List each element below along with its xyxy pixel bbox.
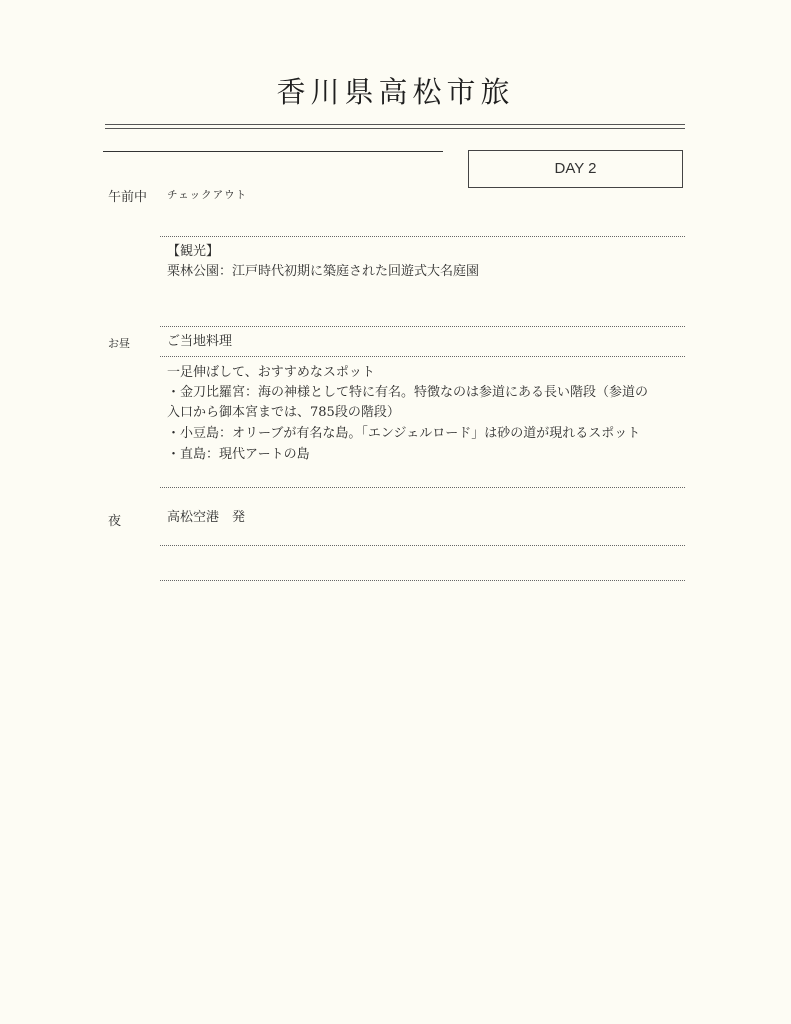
spot-line: 入口から御本宮までは、785段の階段） (167, 405, 400, 420)
header-rule (103, 151, 443, 152)
dotted-divider (160, 545, 685, 546)
page-title: 香川県高松市旅 (276, 75, 515, 109)
dotted-divider (160, 326, 685, 327)
time-label-night: 夜 (108, 514, 122, 529)
spot-line: ・金刀比羅宮：海の神様として特に有名。特徴なのは参道にある長い階段（参道の (167, 385, 649, 400)
dotted-divider (160, 356, 685, 357)
lunch-text: ご当地料理 (167, 334, 233, 349)
checkout-text: チェックアウト (167, 189, 248, 201)
extend-title: 一足伸ばして、おすすめなスポット (167, 365, 375, 380)
time-label-morning: 午前中 (108, 190, 148, 205)
dotted-divider (160, 580, 685, 581)
sightseeing-header: 【観光】 (167, 244, 220, 259)
departure-text: 高松空港 発 (167, 510, 246, 525)
spot-line: ・小豆島：オリーブが有名な島。「エンジェルロード」は砂の道が現れるスポット (167, 426, 641, 441)
time-label-noon: お昼 (108, 337, 130, 350)
title-double-rule (105, 124, 685, 129)
dotted-divider (160, 236, 685, 237)
spot-line: ・直島：現代アートの島 (167, 447, 310, 462)
sightseeing-detail: 栗林公園：江戸時代初期に築庭された回遊式大名庭園 (167, 264, 480, 279)
day-label: DAY 2 (468, 150, 683, 188)
dotted-divider (160, 487, 685, 488)
